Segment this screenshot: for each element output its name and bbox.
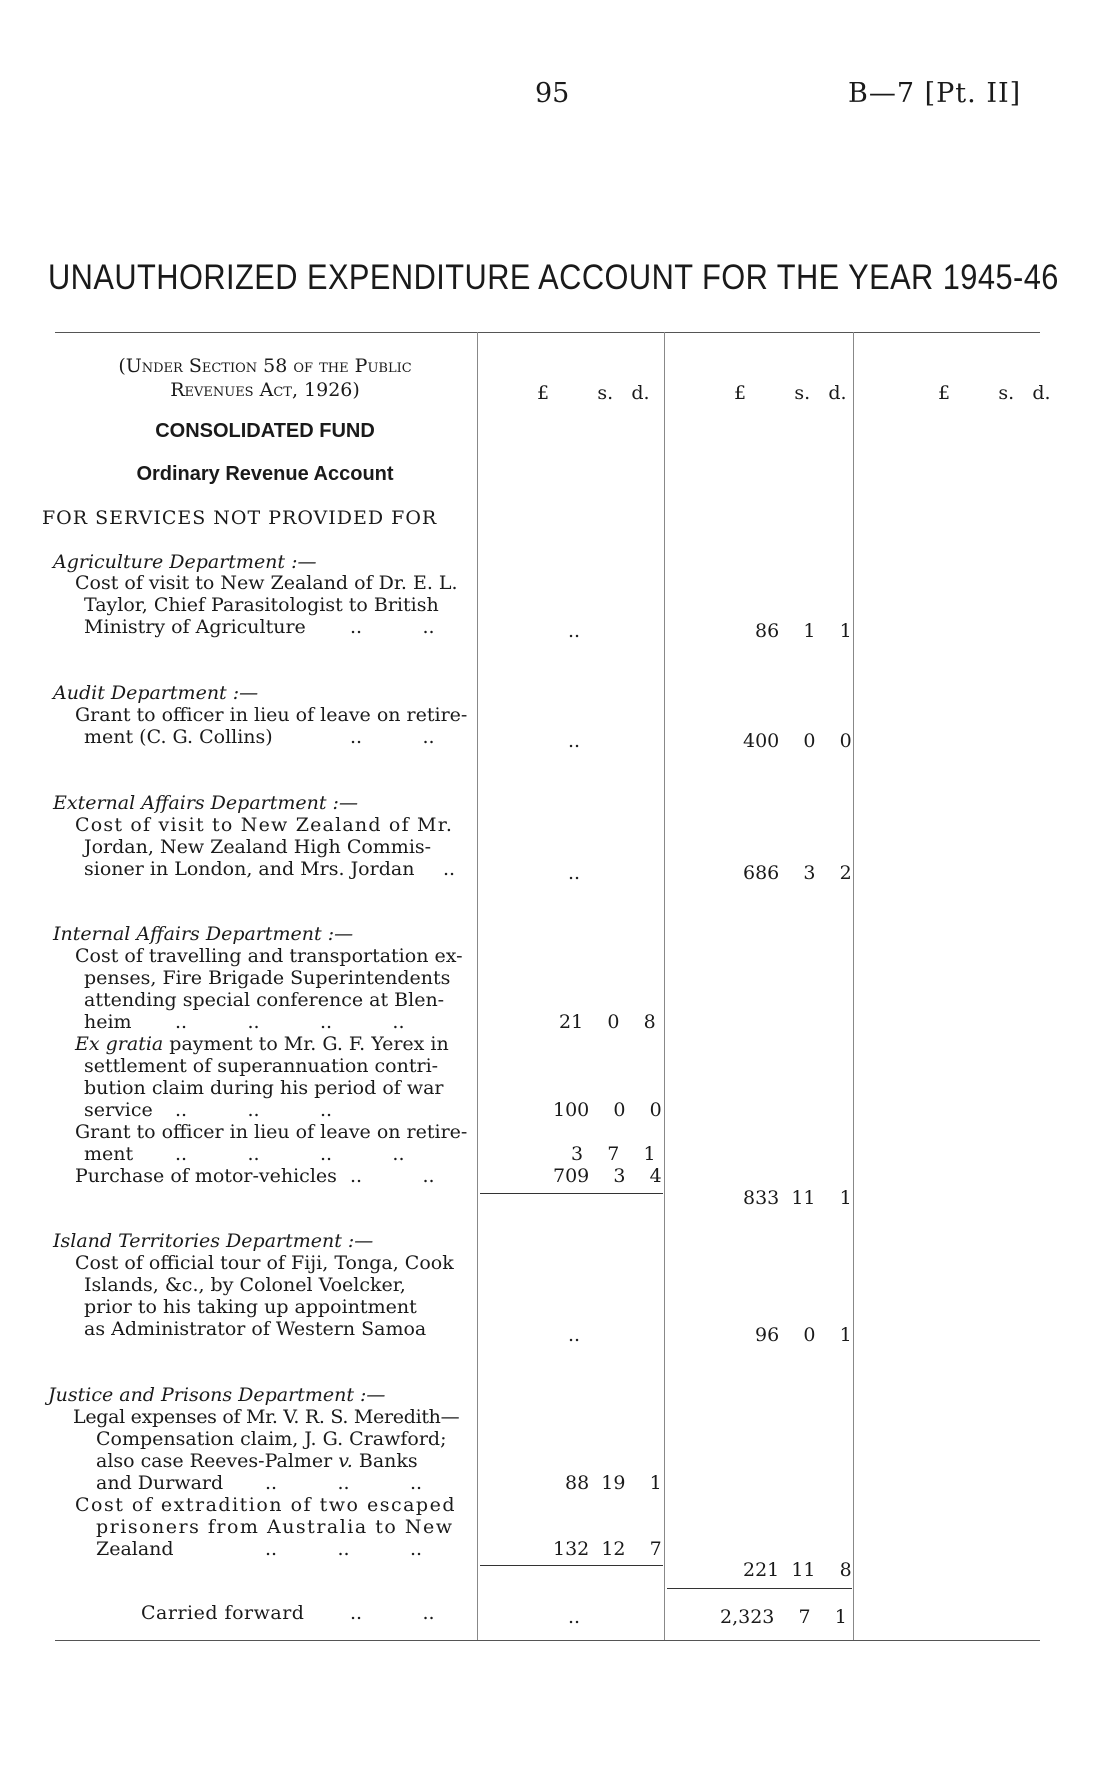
audit-heading: Audit Department :— (53, 682, 259, 704)
column-header-3: £ s. d. (938, 382, 1051, 404)
column-divider-3 (853, 332, 854, 1640)
paper-code: B—7 [Pt. II] (848, 78, 1022, 109)
carried-forward-leaders: .. .. (350, 1602, 435, 1624)
table-bottom-rule (55, 1640, 1040, 1641)
agriculture-heading: Agriculture Department :— (53, 551, 317, 573)
fund-heading: CONSOLIDATED FUND (155, 420, 375, 442)
audit-line1: Grant to officer in lieu of leave on retire- (75, 704, 468, 726)
justice-prisons-total: 221 11 8 (743, 1559, 852, 1581)
carried-forward-col1: .. (568, 1606, 581, 1628)
ex-gratia-italic: Ex gratia (75, 1033, 164, 1055)
internal-affairs-total: 833 11 1 (743, 1187, 852, 1209)
justice-item2-line3: Zealand (96, 1538, 174, 1560)
internal-item1-line1: Cost of travelling and transportation ex- (75, 945, 463, 967)
internal-item3-leaders: .. .. .. .. (175, 1143, 405, 1165)
internal-item1-leaders: .. .. .. .. (175, 1011, 405, 1033)
justice-item2-leaders: .. .. .. (265, 1538, 423, 1560)
internal-item2-leaders: .. .. .. (175, 1099, 333, 1121)
audit-leaders: .. .. (350, 726, 435, 748)
internal-item3-amount: 3 7 1 (571, 1143, 656, 1165)
versus-italic: v. (338, 1450, 353, 1472)
carried-forward-rule (667, 1588, 852, 1589)
account-heading: Ordinary Revenue Account (136, 463, 394, 485)
audit-total: 400 0 0 (743, 730, 852, 752)
agriculture-line2: Taylor, Chief Parasitologist to British (84, 594, 439, 616)
statute-reference-line2: Revenues Act, 1926) (170, 379, 360, 401)
agriculture-line1: Cost of visit to New Zealand of Dr. E. L. (75, 572, 458, 594)
internal-item2-line1 (75, 1033, 449, 1055)
column-header-2: £ s. d. (734, 382, 847, 404)
carried-forward-total: 2,323 7 1 (720, 1606, 847, 1628)
justice-item1-line4: and Durward (96, 1472, 224, 1494)
internal-item3-line2: ment (84, 1143, 134, 1165)
external-affairs-line1: Cost of visit to New Zealand of Mr. (75, 814, 454, 836)
justice-item1-amount: 88 19 1 (565, 1472, 662, 1494)
internal-item2-amount: 100 0 0 (553, 1099, 662, 1121)
internal-subtotal-rule (480, 1193, 663, 1194)
column-divider-1 (477, 332, 478, 1640)
services-heading: FOR SERVICES NOT PROVIDED FOR (42, 507, 438, 529)
agriculture-line3: Ministry of Agriculture (84, 616, 306, 638)
audit-line2: ment (C. G. Collins) (84, 726, 273, 748)
external-affairs-line3: sioner in London, and Mrs. Jordan (84, 858, 415, 880)
internal-item4-amount: 709 3 4 (553, 1165, 662, 1187)
agriculture-total: 86 1 1 (755, 620, 852, 642)
internal-item2-line2: settlement of superannuation contri- (84, 1055, 439, 1077)
justice-item2-amount: 132 12 7 (553, 1538, 662, 1560)
island-line2: Islands, &c., by Colonel Voelcker, (84, 1274, 406, 1296)
external-affairs-leaders: .. (443, 858, 456, 880)
internal-item4-leaders: .. .. (350, 1165, 435, 1187)
column-divider-2 (664, 332, 665, 1640)
internal-item2-line1-rest: payment to Mr. G. F. Yerex in (163, 1033, 449, 1055)
justice-item1-line3 (96, 1450, 418, 1472)
justice-item2-line1: Cost of extradition of two escaped (75, 1494, 457, 1516)
carried-forward-label: Carried forward (141, 1602, 305, 1624)
island-line3: prior to his taking up appointment (84, 1296, 417, 1318)
internal-item3-line1: Grant to officer in lieu of leave on retire- (75, 1121, 468, 1143)
external-affairs-col1: .. (568, 862, 581, 884)
internal-item1-line3: attending special conference at Blen- (84, 989, 445, 1011)
column-header-1: £ s. d. (537, 382, 650, 404)
island-territories-total: 96 0 1 (755, 1324, 852, 1346)
justice-item2-line2: prisoners from Australia to New (96, 1516, 454, 1538)
island-line4: as Administrator of Western Samoa (84, 1318, 427, 1340)
internal-item1-line4: heim (84, 1011, 132, 1033)
island-territories-heading: Island Territories Department :— (53, 1230, 374, 1252)
justice-item1-line2: Compensation claim, J. G. Crawford; (96, 1428, 447, 1450)
internal-item1-line2: penses, Fire Brigade Superintendents (84, 967, 451, 989)
agriculture-leaders: .. .. (350, 616, 435, 638)
internal-item4-line1: Purchase of motor-vehicles (75, 1165, 337, 1187)
justice-item1-leaders: .. .. .. (265, 1472, 423, 1494)
agriculture-col1: .. (568, 620, 581, 642)
table-top-rule (55, 332, 1040, 333)
page-title: UNAUTHORIZED EXPENDITURE ACCOUNT FOR THE YEAR 1945-46 (48, 258, 1059, 297)
internal-item2-line4: service (84, 1099, 153, 1121)
statute-reference-line1: (Under Section 58 of the Public (118, 355, 412, 377)
internal-item1-amount: 21 0 8 (559, 1011, 656, 1033)
justice-item1-line3-a: also case Reeves-Palmer (96, 1450, 339, 1472)
justice-prisons-heading: Justice and Prisons Department :— (48, 1384, 386, 1406)
external-affairs-total: 686 3 2 (743, 862, 852, 884)
island-line1: Cost of official tour of Fiji, Tonga, Cook (75, 1252, 454, 1274)
justice-subtotal-rule (480, 1565, 663, 1566)
island-col1: .. (568, 1324, 581, 1346)
external-affairs-line2: Jordan, New Zealand High Commis- (84, 836, 432, 858)
audit-col1: .. (568, 730, 581, 752)
external-affairs-heading: External Affairs Department :— (53, 792, 358, 814)
justice-item1-line3-b: Banks (352, 1450, 418, 1472)
justice-item1-line1: Legal expenses of Mr. V. R. S. Meredith— (73, 1406, 460, 1428)
internal-item2-line3: bution claim during his period of war (84, 1077, 444, 1099)
internal-affairs-heading: Internal Affairs Department :— (53, 923, 354, 945)
page-number: 95 (535, 78, 570, 109)
